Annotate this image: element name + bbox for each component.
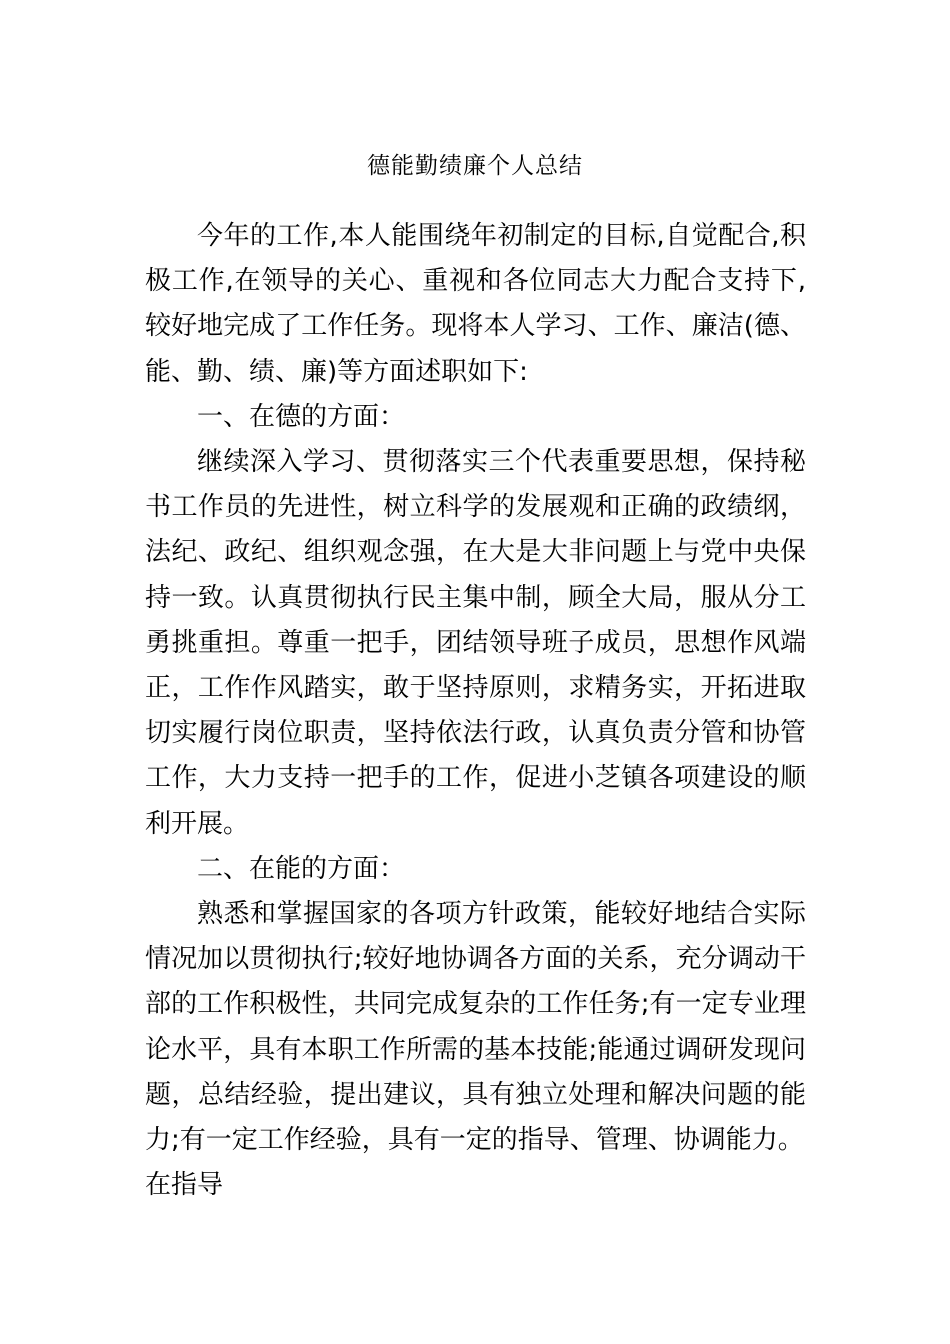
intro-paragraph: 今年的工作,本人能围绕年初制定的目标,自觉配合,积极工作,在领导的关心、重视和各位同志大力配合支持下,较好地完成了工作任务。现将本人学习、工作、廉洁(德、能、勤、绩、廉)等方面述职如下: [145,221,806,387]
section-paragraph-de: 继续深入学习、贯彻落实三个代表重要思想，保持秘书工作员的先进性，树立科学的发展观和正确的政绩纲，法纪、政纪、组织观念强，在大是大非问题上与党中央保持一致。认真贯彻执行民主集中制，顾全大局，服从分工勇挑重担。尊重一把手，团结领导班子成员，思想作风端正，工作作风踏实，敢于坚持原则，求精务实，开拓进取切实履行岗位职责，坚持依法行政，认真负责分管和协管工作，大力支持一把手的工作，促进小芝镇各项建设的顺利开展。 [145,447,806,839]
section-paragraph-neng: 熟悉和掌握国家的各项方针政策，能较好地结合实际情况加以贯彻执行;较好地协调各方面的关系，充分调动干部的工作积极性，共同完成复杂的工作任务;有一定专业理论水平，具有本职工作所需的基本技能;能通过调研发现问题，总结经验，提出建议，具有独立处理和解决问题的能力;有一定工作经验，具有一定的指导、管理、协调能力。 [145,899,806,1156]
section-heading-de: 一、在德的方面： [197,401,406,432]
section-heading-neng: 二、在能的方面： [197,853,406,884]
document-title: 德能勤绩廉个人总结 [367,153,583,179]
trailing-text: 在指导 [145,1170,224,1201]
document-body [145,214,806,1208]
